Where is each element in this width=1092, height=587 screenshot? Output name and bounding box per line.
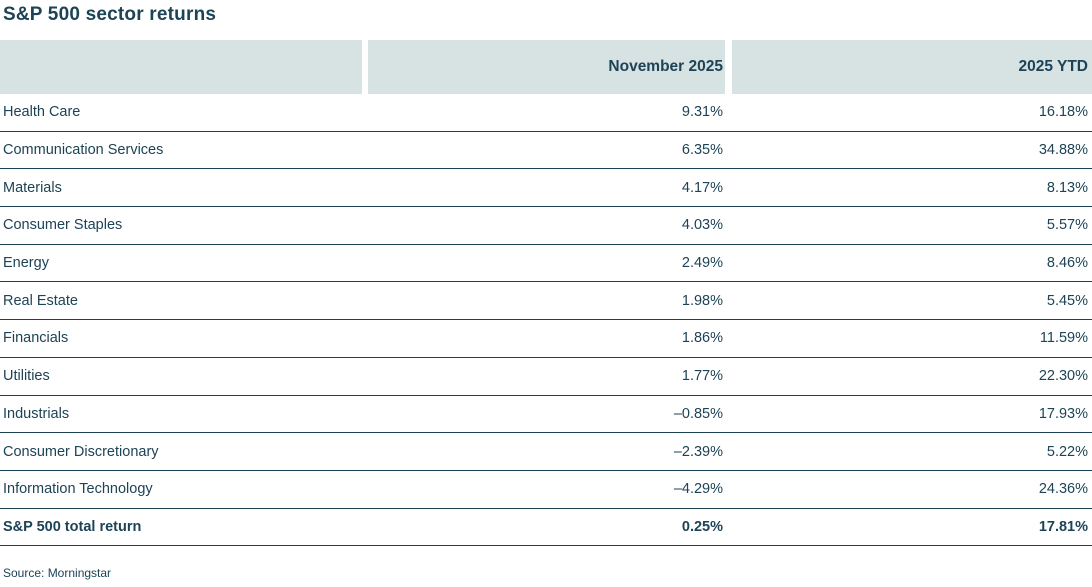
column-header-sector (0, 40, 362, 94)
sector-name-cell: Consumer Discretionary (3, 443, 159, 460)
column-header-ytd: 2025 YTD (732, 40, 1092, 94)
ytd-value-cell: 34.88% (1038, 142, 1088, 159)
ytd-value-cell: 22.30% (1038, 368, 1088, 385)
sector-name-cell: Communication Services (3, 142, 164, 159)
november-value-cell: 1.86% (681, 330, 723, 347)
table-row (0, 132, 1092, 170)
sector-name-cell: Information Technology (3, 481, 153, 498)
ytd-value-cell: 11.59% (1039, 330, 1088, 347)
sector-name-cell: Consumer Staples (3, 217, 123, 234)
ytd-value-cell: 17.81% (1038, 518, 1088, 535)
november-value-cell: 9.31% (681, 104, 723, 121)
table-row-total (0, 509, 1092, 547)
table-row (0, 471, 1092, 509)
table-row (0, 245, 1092, 283)
november-value-cell: –2.39% (673, 443, 723, 460)
ytd-value-cell: 5.45% (1046, 292, 1088, 309)
column-header-november: November 2025 (368, 40, 725, 94)
table-row (0, 320, 1092, 358)
table-row (0, 169, 1092, 207)
november-value-cell: 1.98% (681, 292, 723, 309)
source-note: Source: Morningstar (3, 566, 112, 581)
november-value-cell: 6.35% (681, 142, 723, 159)
table-row (0, 94, 1092, 132)
ytd-value-cell: 5.22% (1046, 443, 1088, 460)
table-row (0, 282, 1092, 320)
ytd-value-cell: 8.13% (1046, 179, 1088, 196)
sector-name-cell: S&P 500 total return (3, 518, 142, 535)
sector-name-cell: Health Care (3, 104, 81, 121)
ytd-value-cell: 17.93% (1038, 405, 1088, 422)
sector-name-cell: Materials (3, 179, 62, 196)
sector-name-cell: Industrials (3, 405, 70, 422)
november-value-cell: –0.85% (673, 405, 723, 422)
sector-returns-table (0, 40, 1092, 546)
november-value-cell: 4.03% (681, 217, 723, 234)
november-value-cell: 1.77% (681, 368, 723, 385)
ytd-value-cell: 16.18% (1038, 104, 1088, 121)
table-row (0, 358, 1092, 396)
ytd-value-cell: 5.57% (1046, 217, 1088, 234)
ytd-value-cell: 8.46% (1046, 255, 1088, 272)
november-value-cell: –4.29% (673, 481, 723, 498)
sector-name-cell: Energy (3, 255, 49, 272)
table-row (0, 396, 1092, 434)
sector-name-cell: Real Estate (3, 292, 78, 309)
sector-name-cell: Financials (3, 330, 69, 347)
table-header-row (0, 40, 1092, 94)
table-row (0, 207, 1092, 245)
november-value-cell: 2.49% (681, 255, 723, 272)
ytd-value-cell: 24.36% (1038, 481, 1088, 498)
page-title: S&P 500 sector returns (3, 4, 217, 25)
table-row (0, 433, 1092, 471)
november-value-cell: 0.25% (681, 518, 723, 535)
november-value-cell: 4.17% (681, 179, 723, 196)
sector-name-cell: Utilities (3, 368, 50, 385)
